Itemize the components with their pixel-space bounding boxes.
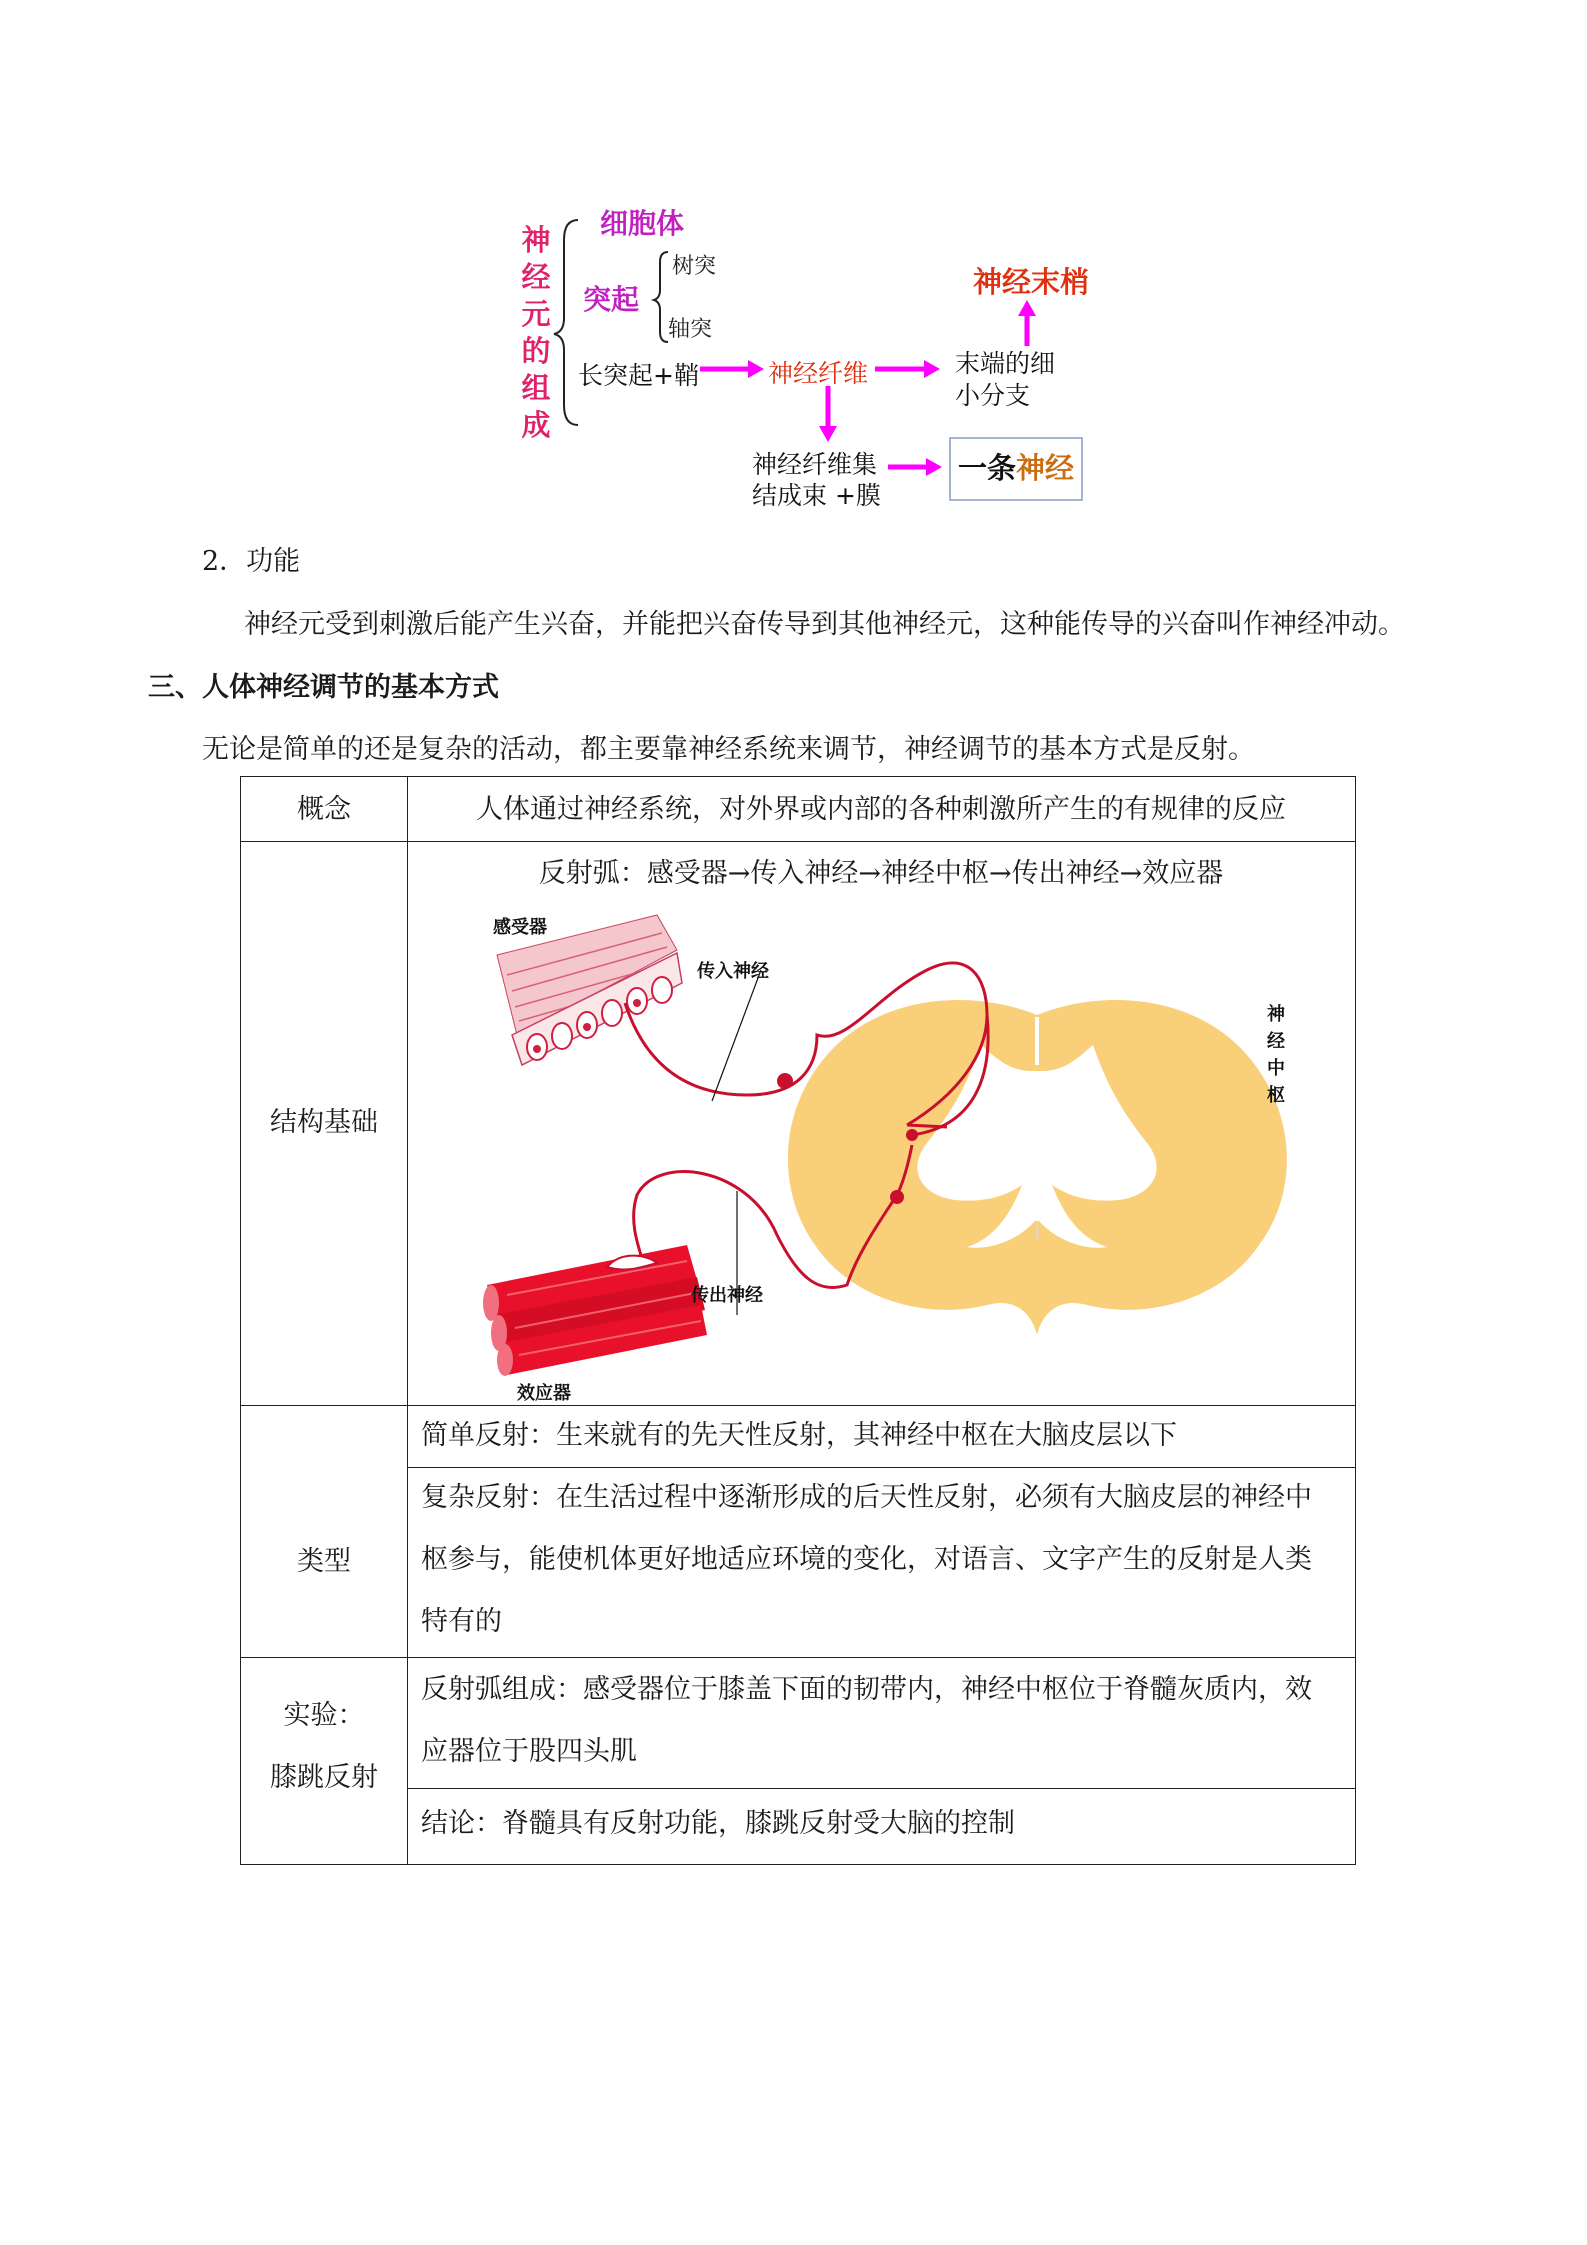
one-nerve-prefix: 一条 (958, 451, 1017, 485)
experiment-conclusion: 结论：脊髓具有反射功能，膝跳反射受大脑的控制 (421, 1808, 1015, 1839)
nerve-ending-label: 神经末梢 (973, 265, 1090, 299)
concept-label: 概念 (297, 794, 351, 825)
center-label-char: 枢 (1267, 1085, 1285, 1106)
dendrite-label: 树突 (672, 254, 717, 279)
bundle-line2: 结成束 +膜 (752, 481, 881, 510)
nerve-fiber-label: 神经纤维 (768, 359, 869, 388)
complex-reflex-line: 复杂反射：在生活过程中逐渐形成的后天性反射，必须有大脑皮层的神经中 (421, 1482, 1312, 1513)
afferent-label: 传入神经 (697, 961, 769, 982)
section-3-intro: 无论是简单的还是复杂的活动，都主要靠神经系统来调节，神经调节的基本方式是反射。 (202, 734, 1255, 765)
efferent-label: 传出神经 (691, 1285, 763, 1306)
arrow-right-icon (926, 458, 942, 476)
center-label-char: 神 (1267, 1004, 1285, 1025)
effector-muscle (483, 1245, 707, 1376)
diagram-title-char: 元 (521, 297, 551, 331)
terminal-branch-line1: 末端的细 (955, 349, 1056, 378)
diagram-title-char: 成 (521, 408, 551, 442)
section-3-heading: 三、人体神经调节的基本方式 (148, 672, 499, 703)
process-label: 突起 (583, 283, 640, 316)
experiment-label-line1: 实验： (283, 1700, 365, 1731)
afferent-ganglion-icon (777, 1073, 793, 1089)
experiment-label-line2: 膝跳反射 (270, 1762, 378, 1793)
types-label: 类型 (297, 1546, 351, 1577)
receptor-label: 感受器 (493, 917, 547, 938)
terminal-branch-line2: 小分支 (955, 381, 1031, 410)
diagram-title-char: 组 (521, 371, 551, 405)
section-2-body: 神经元受到刺激后能产生兴奋，并能把兴奋传导到其他神经元，这种能传导的兴奋叫作神经冲动。 (244, 609, 1405, 640)
arrow-down-icon (819, 426, 837, 442)
structure-label: 结构基础 (270, 1107, 378, 1138)
complex-reflex-line: 枢参与，能使机体更好地适应环境的变化，对语言、文字产生的反射是人类 (421, 1544, 1312, 1575)
cell-body-label: 细胞体 (600, 207, 685, 240)
arrow-right-icon (924, 360, 940, 378)
process-brace (654, 252, 668, 342)
effector-label: 效应器 (517, 1383, 571, 1404)
diagram-title-char: 的 (521, 334, 551, 368)
arrow-right-icon (748, 360, 764, 378)
one-nerve-label (958, 446, 1074, 487)
one-nerve-suffix: 神经 (1016, 451, 1075, 485)
reflex-table (240, 776, 1356, 1865)
main-brace (554, 220, 578, 425)
experiment-composition-line: 反射弧组成：感受器位于膝盖下面的韧带内，神经中枢位于脊髓灰质内，效 (421, 1674, 1312, 1705)
bundle-line1: 神经纤维集 (752, 450, 878, 479)
reflex-arc-figure (407, 895, 1355, 1405)
experiment-composition-line: 应器位于股四头肌 (421, 1736, 637, 1767)
section-2-title: 2．功能 (202, 546, 301, 577)
long-process-label: 长突起+鞘 (578, 361, 699, 390)
axon-label: 轴突 (668, 317, 713, 342)
synapse-icon (906, 1129, 918, 1141)
complex-reflex-line: 特有的 (421, 1606, 502, 1637)
concept-value: 人体通过神经系统，对外界或内部的各种刺激所产生的有规律的反应 (476, 794, 1286, 825)
motor-neuron-icon (890, 1190, 904, 1204)
arrow-up-icon (1018, 300, 1036, 316)
center-label-char: 经 (1267, 1031, 1285, 1052)
simple-reflex: 简单反射：生来就有的先天性反射，其神经中枢在大脑皮层以下 (421, 1420, 1177, 1451)
reflex-arc-text: 反射弧：感受器→传入神经→神经中枢→传出神经→效应器 (538, 858, 1224, 889)
diagram-title-char: 神 (521, 223, 551, 257)
center-label-char: 中 (1267, 1058, 1285, 1079)
diagram-title-char: 经 (521, 260, 551, 294)
